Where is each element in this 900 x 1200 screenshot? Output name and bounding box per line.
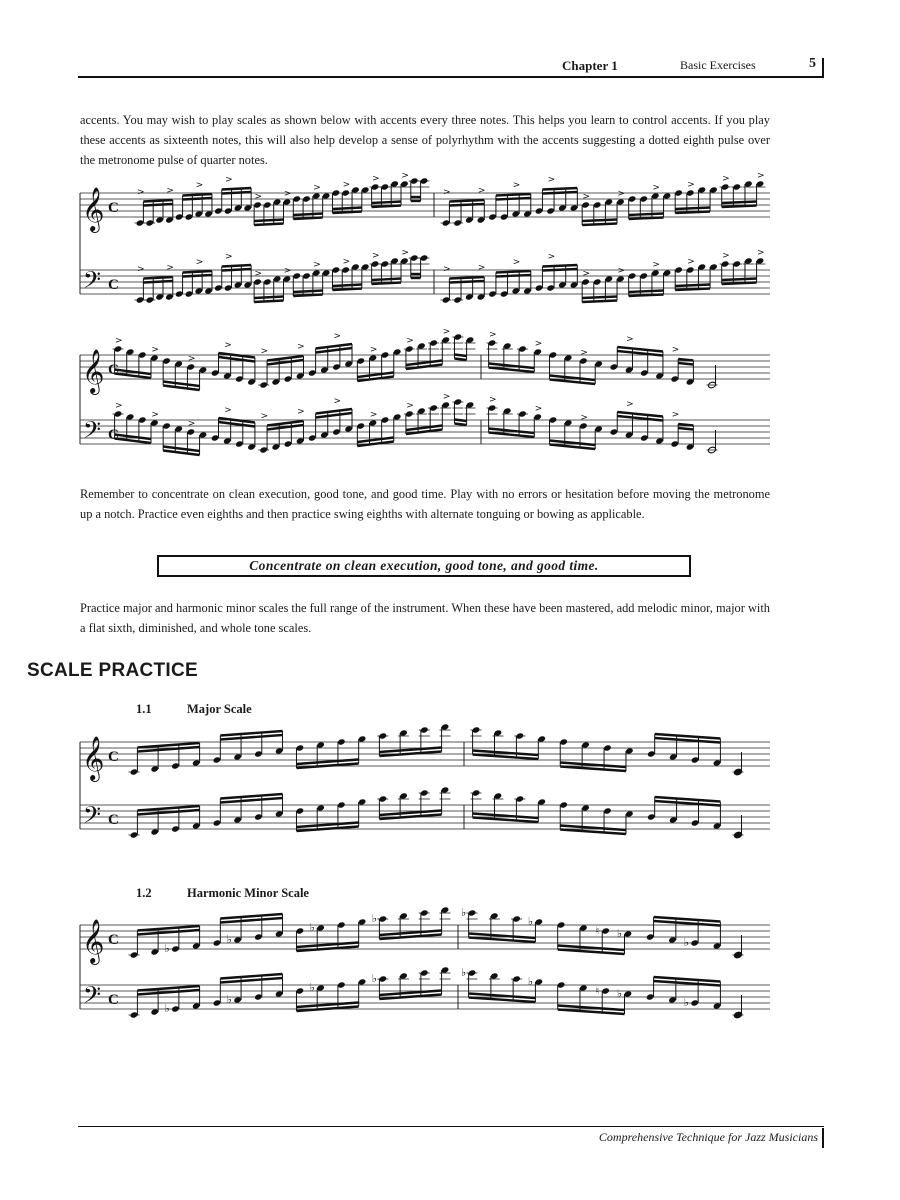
accent-mark: >: [757, 248, 765, 258]
beam: [542, 188, 577, 190]
beam: [254, 301, 283, 303]
beam: [222, 265, 251, 267]
beam: [332, 208, 361, 210]
beam: [293, 214, 322, 216]
accent-mark: >: [652, 183, 660, 193]
flat-sign: ♭: [683, 936, 689, 949]
natural-sign: ♮: [595, 986, 600, 997]
beam: [183, 194, 212, 196]
exercise-number: 1.2: [136, 886, 152, 900]
beam: [629, 214, 664, 216]
accent-mark: >: [333, 396, 342, 407]
beam: [678, 359, 693, 361]
beam: [293, 218, 322, 220]
time-signature: C: [108, 427, 119, 443]
time-signature: C: [108, 200, 119, 216]
exercise-title: Harmonic Minor Scale: [187, 886, 309, 900]
flat-sign: ♭: [226, 993, 232, 1006]
accent-mark: >: [617, 266, 625, 276]
beam: [449, 281, 484, 283]
callout-box: Concentrate on clean execution, good tone, and good time.: [157, 555, 691, 577]
accent-mark: >: [166, 186, 174, 196]
accent-mark: >: [151, 410, 159, 420]
beam: [254, 297, 283, 299]
accent-mark: >: [137, 264, 145, 275]
accent-mark: >: [401, 248, 409, 258]
flat-sign: ♭: [616, 927, 623, 940]
beam: [629, 295, 664, 297]
bass-clef: 𝄢: [83, 266, 102, 299]
beam: [496, 275, 531, 277]
flat-sign: ♭: [461, 906, 467, 919]
beam: [542, 265, 577, 267]
footer-rule: [78, 1126, 824, 1127]
practice-paragraph: Practice major and harmonic minor scales the full range of the instrument. When these have been mastered, add melodic minor, major with a flat sixth, diminished, and whole tone scales.: [80, 601, 770, 635]
accent-mark: >: [443, 187, 451, 198]
beam: [183, 198, 212, 200]
accent-mark: >: [166, 263, 174, 273]
accent-mark: >: [442, 392, 451, 402]
accent-mark: >: [283, 266, 292, 276]
time-signature: C: [108, 277, 119, 293]
beam: [582, 297, 617, 299]
beam: [678, 428, 693, 430]
beam: [678, 424, 693, 426]
beam: [372, 202, 401, 204]
accent-mark: >: [547, 175, 556, 185]
accent-mark: >: [626, 399, 634, 410]
beam: [629, 218, 664, 220]
accent-mark: >: [477, 263, 486, 273]
accent-mark: >: [401, 171, 409, 181]
treble-clef: 𝄞: [82, 349, 105, 393]
accent-mark: >: [260, 346, 269, 357]
accent-mark: >: [406, 336, 414, 346]
accent-mark: >: [580, 348, 588, 358]
flat-sign: ♭: [226, 933, 232, 946]
exercise-title: Major Scale: [187, 702, 252, 716]
beam: [143, 281, 172, 283]
intro-paragraph: accents. You may wish to play scales as shown below with accents every three notes. This helps you learn to control accents. If you play these accents as sixteenth notes, this will also help develop a sense of polyrhythm with the accents suggesting a dotted eighth pulse over the metronome pulse of quarter notes.: [80, 113, 770, 167]
time-signature: C: [108, 992, 119, 1008]
beam: [675, 208, 710, 210]
beam: [254, 220, 283, 222]
beam: [678, 363, 693, 365]
accent-mark: >: [187, 419, 196, 429]
treble-clef: 𝄞: [82, 919, 105, 963]
accent-mark: >: [187, 354, 196, 364]
beam: [542, 192, 577, 194]
beam: [582, 224, 617, 226]
flat-sign: ♭: [371, 972, 378, 985]
beam: [454, 359, 466, 361]
accent-mark: >: [489, 330, 497, 340]
beam: [722, 202, 757, 204]
flat-sign: ♭: [309, 921, 315, 934]
section-heading: SCALE PRACTICE: [27, 660, 198, 681]
beam: [449, 204, 484, 206]
beam: [449, 277, 484, 279]
flat-sign: ♭: [371, 912, 378, 925]
accent-mark: >: [442, 327, 451, 337]
beam: [582, 301, 617, 303]
accent-mark: >: [297, 407, 305, 417]
natural-sign: ♮: [595, 926, 600, 937]
accent-mark: >: [283, 189, 292, 199]
beam: [222, 188, 251, 190]
accent-mark: >: [115, 336, 123, 346]
beam: [496, 194, 531, 196]
accent-mark: >: [342, 180, 351, 190]
accent-mark: >: [260, 411, 269, 422]
accent-mark: >: [652, 260, 660, 270]
beam: [675, 289, 710, 291]
beam: [675, 212, 710, 214]
treble-clef: 𝄞: [82, 736, 105, 780]
beam: [722, 206, 757, 208]
flat-sign: ♭: [164, 942, 170, 955]
page-number: 5: [809, 56, 816, 71]
accent-mark: >: [534, 339, 543, 349]
accent-mark: >: [671, 345, 680, 355]
beam: [454, 355, 466, 357]
beam: [183, 271, 212, 273]
bass-clef: 𝄢: [83, 416, 102, 449]
accent-mark: >: [687, 257, 695, 267]
bass-clef: 𝄢: [83, 801, 102, 834]
beam: [629, 291, 664, 293]
time-signature: C: [108, 812, 119, 828]
beam: [722, 283, 757, 285]
remember-paragraph: Remember to concentrate on clean execution, good tone, and good time. Play with no errors or hesitation before moving the metronome up a notch. Practice even eighths and then practice swing eighths with alternate tonguing or bowing as applicable.: [80, 487, 770, 521]
accent-mark: >: [195, 257, 204, 268]
beam: [372, 279, 401, 281]
flat-sign: ♭: [164, 1002, 170, 1015]
accent-mark: >: [224, 340, 232, 351]
beam: [542, 269, 577, 271]
chapter-label: Chapter 1: [562, 58, 618, 73]
beam: [372, 206, 401, 208]
beam: [332, 285, 361, 287]
accent-mark: >: [254, 192, 263, 202]
time-signature: C: [108, 932, 119, 948]
accent-mark: >: [477, 186, 486, 196]
accent-mark: >: [313, 260, 321, 270]
beam: [332, 289, 361, 291]
treble-clef: 𝄞: [82, 187, 105, 231]
footer-bracket: [822, 1128, 824, 1148]
beam: [722, 279, 757, 281]
beam: [454, 420, 466, 422]
beam: [254, 224, 283, 226]
accent-mark: >: [617, 189, 625, 199]
beam: [293, 295, 322, 297]
accent-mark: >: [297, 342, 305, 352]
flat-sign: ♭: [616, 987, 623, 1000]
page-footer: [78, 1118, 824, 1148]
accent-mark: >: [195, 180, 204, 191]
flat-sign: ♭: [461, 966, 467, 979]
beam: [449, 200, 484, 202]
accent-mark: >: [406, 401, 414, 411]
beam: [143, 277, 172, 279]
accent-mark: >: [224, 405, 232, 416]
accent-mark: >: [489, 395, 497, 405]
bass-clef: 𝄢: [83, 981, 102, 1014]
exercise-number: 1.1: [136, 702, 152, 716]
accent-mark: >: [369, 410, 378, 420]
accent-mark: >: [372, 174, 380, 184]
accent-mark: >: [372, 251, 380, 261]
flat-sign: ♭: [527, 975, 534, 988]
accent-mark: >: [512, 180, 521, 191]
accent-mark: >: [722, 174, 730, 184]
flat-sign: ♭: [309, 981, 315, 994]
beam: [332, 212, 361, 214]
beam: [675, 285, 710, 287]
accent-mark: >: [547, 252, 556, 262]
time-signature: C: [108, 362, 119, 378]
accent-mark: >: [687, 180, 695, 190]
beam: [222, 192, 251, 194]
accent-mark: >: [225, 175, 233, 185]
accent-mark: >: [342, 257, 351, 267]
flat-sign: ♭: [683, 996, 689, 1009]
accent-mark: >: [151, 345, 159, 355]
accent-mark: >: [580, 413, 588, 423]
beam: [293, 291, 322, 293]
accent-mark: >: [225, 252, 233, 262]
accent-mark: >: [512, 257, 521, 268]
beam: [496, 271, 531, 273]
accent-mark: >: [671, 410, 680, 420]
section-label: Basic Exercises: [680, 58, 756, 72]
accent-mark: >: [115, 401, 123, 411]
accent-mark: >: [722, 251, 730, 261]
time-signature: C: [108, 749, 119, 765]
beam: [222, 269, 251, 271]
accent-mark: >: [757, 171, 765, 181]
beam: [496, 198, 531, 200]
footer-title: Comprehensive Technique for Jazz Musicians: [598, 1130, 818, 1144]
beam: [183, 275, 212, 277]
accent-mark: >: [369, 345, 378, 355]
accent-mark: >: [254, 269, 263, 279]
accent-mark: >: [443, 264, 451, 275]
accent-mark: >: [333, 331, 342, 342]
accent-mark: >: [582, 269, 591, 279]
accent-mark: >: [582, 192, 591, 202]
beam: [143, 200, 172, 202]
accent-mark: >: [313, 183, 321, 193]
accent-mark: >: [137, 187, 145, 198]
beam: [582, 220, 617, 222]
beam: [454, 424, 466, 426]
beam: [143, 204, 172, 206]
accent-mark: >: [534, 404, 543, 414]
beam: [372, 283, 401, 285]
accent-mark: >: [626, 334, 634, 345]
flat-sign: ♭: [527, 915, 534, 928]
